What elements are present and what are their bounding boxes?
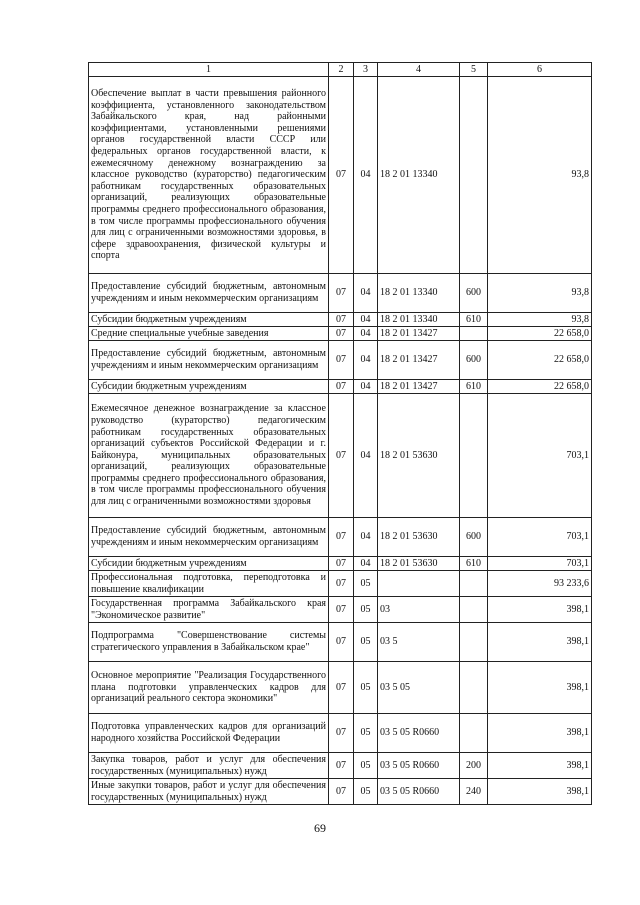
row-section: 07 (329, 779, 354, 805)
row-expense-type: 600 (460, 274, 488, 313)
table-row (89, 380, 592, 394)
row-target-code: 03 5 05 (378, 662, 460, 714)
row-target-code: 03 (378, 597, 460, 623)
row-target-code (378, 571, 460, 597)
row-target-code: 03 5 05 R0660 (378, 779, 460, 805)
row-expense-type: 600 (460, 341, 488, 380)
row-amount: 398,1 (488, 597, 592, 623)
row-target-code: 18 2 01 13427 (378, 380, 460, 394)
row-target-code: 18 2 01 13427 (378, 327, 460, 341)
row-name: Ежемесячное денежное вознаграждение за классное руководство (кураторство) педагогическим работникам государственных образовательных организаций субъектов Российской Федерации и г. Байконура, муниципальных образовательных организаций, реализующих образовательные программы среднего профессионального образования, в том числе программы профессионального обучения для лиц с ограниченными возможностями здоровья (89, 394, 329, 518)
header-col-2: 2 (329, 63, 354, 77)
row-subsection: 05 (354, 779, 378, 805)
row-name: Предоставление субсидий бюджетным, автономным учреждениям и иным некоммерческим организациям (89, 518, 329, 557)
table-row (89, 571, 592, 597)
header-col-1: 1 (89, 63, 329, 77)
row-subsection: 04 (354, 380, 378, 394)
row-name: Субсидии бюджетным учреждениям (89, 557, 329, 571)
row-name: Субсидии бюджетным учреждениям (89, 313, 329, 327)
row-target-code: 03 5 (378, 623, 460, 662)
row-subsection: 04 (354, 394, 378, 518)
row-amount: 22 658,0 (488, 327, 592, 341)
row-amount: 22 658,0 (488, 380, 592, 394)
table-row (89, 394, 592, 518)
row-expense-type (460, 714, 488, 753)
row-name: Средние специальные учебные заведения (89, 327, 329, 341)
row-subsection: 04 (354, 518, 378, 557)
row-section: 07 (329, 394, 354, 518)
row-expense-type (460, 571, 488, 597)
row-subsection: 05 (354, 571, 378, 597)
row-amount: 22 658,0 (488, 341, 592, 380)
row-expense-type: 610 (460, 313, 488, 327)
row-amount: 398,1 (488, 753, 592, 779)
row-expense-type (460, 394, 488, 518)
row-target-code: 18 2 01 53630 (378, 518, 460, 557)
table-row (89, 77, 592, 274)
header-col-5: 5 (460, 63, 488, 77)
row-target-code: 03 5 05 R0660 (378, 753, 460, 779)
row-subsection: 05 (354, 662, 378, 714)
header-col-4: 4 (378, 63, 460, 77)
row-name: Профессиональная подготовка, переподготовка и повышение квалификации (89, 571, 329, 597)
table-row (89, 341, 592, 380)
row-name: Основное мероприятие "Реализация Государственного плана подготовки управленческих кадров для организаций реального сектора экономики" (89, 662, 329, 714)
row-name: Подпрограмма "Совершенствование системы стратегического управления в Забайкальском крае" (89, 623, 329, 662)
row-section: 07 (329, 557, 354, 571)
table-row (89, 518, 592, 557)
row-name: Обеспечение выплат в части превышения районного коэффициента, установленного законодательством Забайкальского края, над районными коэффициентами, установленными решениями органов государственной власти СССР или федеральных органов государственной власти, к ежемесячному денежному вознаграждению за классное руководство (кураторство) педагогическим работникам государственных образовательных организаций, реализующих образовательные программы среднего профессионального образования, в том числе программы профессионального обучения для лиц с ограниченными возможностями здоровья, в сфере здравоохранения, физической культуры и спорта (89, 77, 329, 274)
row-section: 07 (329, 571, 354, 597)
table-row (89, 557, 592, 571)
row-target-code: 18 2 01 53630 (378, 557, 460, 571)
row-section: 07 (329, 623, 354, 662)
row-amount: 398,1 (488, 779, 592, 805)
row-name: Субсидии бюджетным учреждениям (89, 380, 329, 394)
row-expense-type: 200 (460, 753, 488, 779)
row-section: 07 (329, 313, 354, 327)
row-subsection: 04 (354, 313, 378, 327)
row-amount: 93,8 (488, 313, 592, 327)
row-name: Предоставление субсидий бюджетным, автономным учреждениям и иным некоммерческим организациям (89, 341, 329, 380)
table-row (89, 662, 592, 714)
row-subsection: 04 (354, 557, 378, 571)
table-row (89, 623, 592, 662)
row-name: Подготовка управленческих кадров для организаций народного хозяйства Российской Федерации (89, 714, 329, 753)
header-row (89, 63, 592, 77)
table-row (89, 779, 592, 805)
row-target-code: 18 2 01 53630 (378, 394, 460, 518)
row-target-code: 18 2 01 13340 (378, 313, 460, 327)
row-name: Предоставление субсидий бюджетным, автономным учреждениям и иным некоммерческим организациям (89, 274, 329, 313)
row-amount: 93 233,6 (488, 571, 592, 597)
row-target-code: 18 2 01 13340 (378, 274, 460, 313)
row-subsection: 04 (354, 77, 378, 274)
row-target-code: 18 2 01 13427 (378, 341, 460, 380)
row-section: 07 (329, 662, 354, 714)
row-subsection: 05 (354, 623, 378, 662)
row-expense-type (460, 327, 488, 341)
row-section: 07 (329, 518, 354, 557)
table-row (89, 313, 592, 327)
table-row (89, 274, 592, 313)
row-expense-type: 240 (460, 779, 488, 805)
row-target-code: 18 2 01 13340 (378, 77, 460, 274)
row-amount: 398,1 (488, 714, 592, 753)
row-expense-type (460, 662, 488, 714)
row-name: Иные закупки товаров, работ и услуг для обеспечения государственных (муниципальных) нужд (89, 779, 329, 805)
row-expense-type (460, 623, 488, 662)
table-row (89, 714, 592, 753)
row-expense-type: 600 (460, 518, 488, 557)
row-subsection: 04 (354, 327, 378, 341)
budget-table (88, 62, 592, 805)
row-name: Государственная программа Забайкальского края "Экономическое развитие" (89, 597, 329, 623)
row-amount: 93,8 (488, 77, 592, 274)
row-amount: 398,1 (488, 662, 592, 714)
table-body (89, 77, 592, 805)
row-amount: 703,1 (488, 557, 592, 571)
row-amount: 398,1 (488, 623, 592, 662)
row-name: Закупка товаров, работ и услуг для обеспечения государственных (муниципальных) нужд (89, 753, 329, 779)
row-section: 07 (329, 77, 354, 274)
row-section: 07 (329, 380, 354, 394)
row-expense-type (460, 597, 488, 623)
row-target-code: 03 5 05 R0660 (378, 714, 460, 753)
row-subsection: 05 (354, 714, 378, 753)
header-col-3: 3 (354, 63, 378, 77)
row-expense-type: 610 (460, 557, 488, 571)
row-section: 07 (329, 341, 354, 380)
table-row (89, 597, 592, 623)
row-subsection: 04 (354, 274, 378, 313)
row-subsection: 05 (354, 753, 378, 779)
table-row (89, 753, 592, 779)
table-row (89, 327, 592, 341)
header-col-6: 6 (488, 63, 592, 77)
row-section: 07 (329, 327, 354, 341)
table-header (89, 63, 592, 77)
row-section: 07 (329, 274, 354, 313)
page-number: 69 (314, 821, 326, 835)
row-section: 07 (329, 714, 354, 753)
row-subsection: 05 (354, 597, 378, 623)
row-amount: 703,1 (488, 518, 592, 557)
row-amount: 93,8 (488, 274, 592, 313)
row-expense-type: 610 (460, 380, 488, 394)
row-amount: 703,1 (488, 394, 592, 518)
row-section: 07 (329, 597, 354, 623)
row-section: 07 (329, 753, 354, 779)
row-expense-type (460, 77, 488, 274)
row-subsection: 04 (354, 341, 378, 380)
